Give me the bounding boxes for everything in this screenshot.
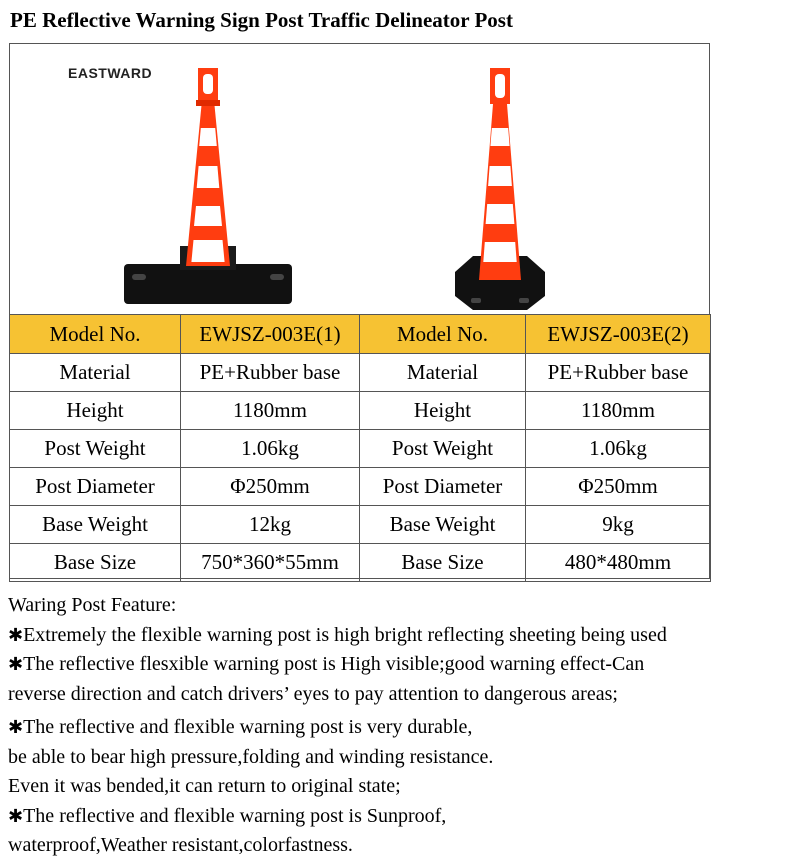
product-photos xyxy=(10,44,709,314)
star-bullet-icon: ✱ xyxy=(8,624,24,646)
table-row xyxy=(10,544,711,582)
feature-text-cont: Even it was bended,it can return to original state; xyxy=(8,775,401,797)
table-cell: PE+Rubber base xyxy=(181,354,360,392)
table-cell: Base Size xyxy=(10,544,181,582)
feature-item xyxy=(8,621,798,651)
table-row xyxy=(10,354,711,392)
header-cell: EWJSZ-003E(2) xyxy=(526,315,711,354)
feature-text-cont: be able to bear high pressure,folding and winding resistance. xyxy=(8,745,494,768)
feature-item xyxy=(8,802,798,832)
table-cell: 1.06kg xyxy=(181,430,360,468)
table-cell: 480*480mm xyxy=(526,544,711,582)
table-cell: Material xyxy=(360,354,526,392)
table-cell: Post Weight xyxy=(10,430,181,468)
feature-item xyxy=(8,650,798,680)
star-bullet-icon: ✱ xyxy=(8,717,24,738)
feature-text-cont: waterproof,Weather resistant,colorfastness. xyxy=(8,834,353,856)
header-cell: Model No. xyxy=(10,315,181,354)
header-cell: EWJSZ-003E(1) xyxy=(181,315,360,354)
table-cell: Base Size xyxy=(360,544,526,582)
table-cell: 12kg xyxy=(181,506,360,544)
table-cell: Post Weight xyxy=(360,430,526,468)
feature-text: The reflective flesxible warning post is High visible;good warning effect-Can xyxy=(23,653,645,675)
table-row xyxy=(10,392,711,430)
feature-text: Extremely the flexible warning post is high bright reflecting sheeting being used xyxy=(23,623,667,646)
features-section xyxy=(8,591,798,861)
table-cell: Height xyxy=(10,392,181,430)
delineator-post-octagon-base-image xyxy=(445,58,555,310)
star-bullet-icon: ✱ xyxy=(8,654,24,675)
page-title: PE Reflective Warning Sign Post Traffic Delineator Post xyxy=(10,8,513,32)
table-row xyxy=(10,506,711,544)
table-cell: 1.06kg xyxy=(526,430,711,468)
table-cell: 1180mm xyxy=(526,392,711,430)
feature-text-cont: reverse direction and catch drivers’ eyes to pay attention to dangerous areas; xyxy=(8,682,618,705)
table-cell: Post Diameter xyxy=(360,468,526,506)
delineator-post-rect-base-image xyxy=(118,58,298,310)
table-cell: Φ250mm xyxy=(526,468,711,506)
table-cell: Base Weight xyxy=(10,506,181,544)
brand-logo: EASTWARD xyxy=(68,65,153,81)
table-row xyxy=(10,430,711,468)
features-heading: Waring Post Feature: xyxy=(8,594,177,616)
table-row xyxy=(10,468,711,506)
table-cell: Φ250mm xyxy=(181,468,360,506)
table-cell: 750*360*55mm xyxy=(181,544,360,582)
header-cell: Model No. xyxy=(360,315,526,354)
table-cell: Post Diameter xyxy=(10,468,181,506)
feature-text: The reflective and flexible warning post is very durable, xyxy=(23,716,473,738)
specifications-table xyxy=(9,314,711,582)
table-cell: Material xyxy=(10,354,181,392)
table-cell: PE+Rubber base xyxy=(526,354,711,392)
star-bullet-icon: ✱ xyxy=(8,805,24,827)
table-header-row xyxy=(10,315,711,354)
product-frame xyxy=(9,43,710,579)
table-cell: 9kg xyxy=(526,506,711,544)
table-cell: 1180mm xyxy=(181,392,360,430)
table-cell: Height xyxy=(360,392,526,430)
table-cell: Base Weight xyxy=(360,506,526,544)
feature-item xyxy=(8,713,798,743)
feature-text: The reflective and flexible warning post is Sunproof, xyxy=(23,804,447,827)
